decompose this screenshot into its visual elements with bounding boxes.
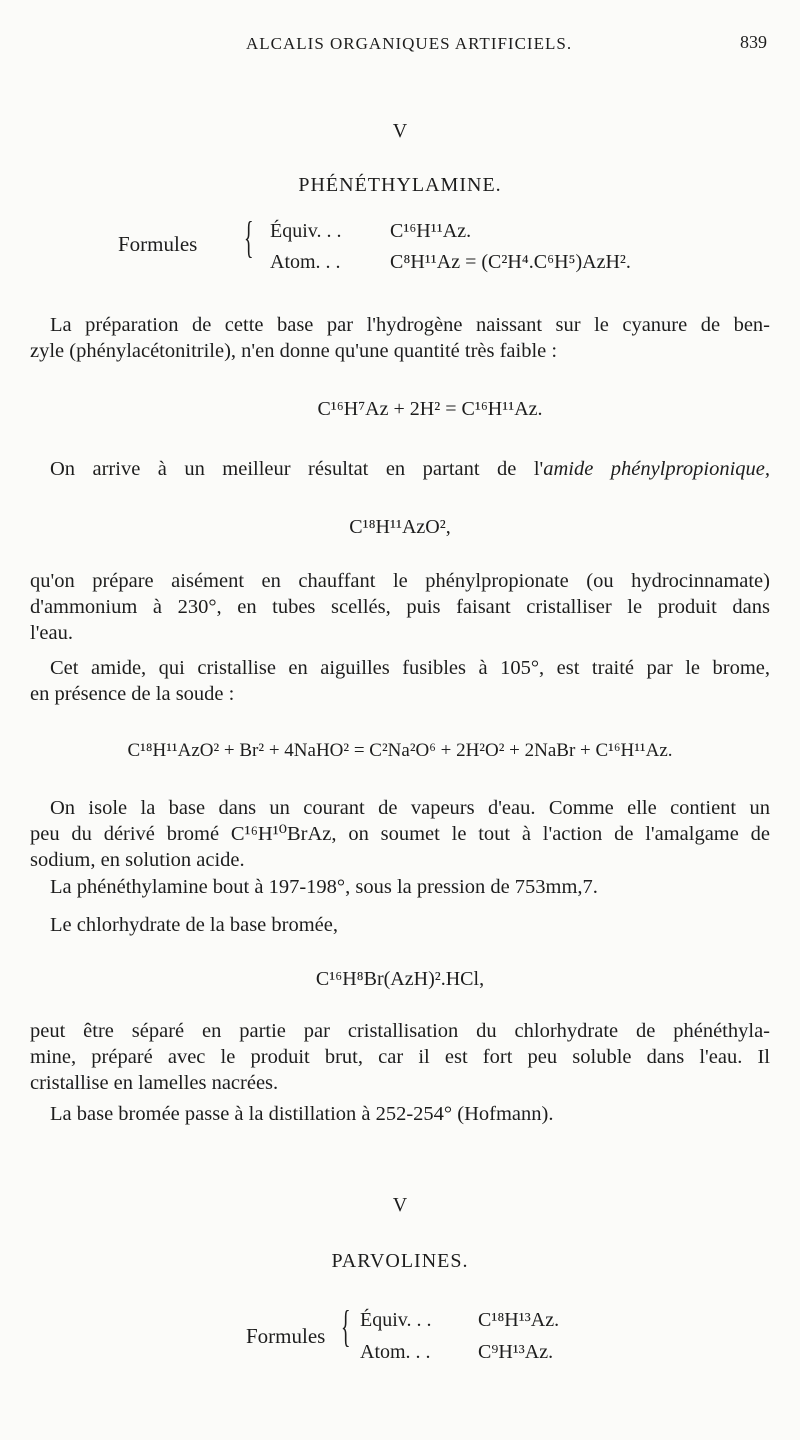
paragraph [30, 1018, 770, 1096]
atom-label: Atom. . . [270, 251, 341, 273]
text-line: zyle (phénylacétonitrile), n'en donne qu'une quantité très faible : [30, 340, 558, 362]
paragraph [30, 655, 770, 707]
equiv-formula: C¹⁸H¹³Az. [478, 1309, 560, 1331]
text-line: cristallise en lamelles nacrées. [30, 1072, 279, 1094]
text-line: sodium, en solution acide. [30, 849, 245, 871]
text-line: peut être séparé en partie par cristallisation du chlorhydrate de phénéthyla- [30, 1020, 770, 1042]
page-number: 839 [740, 32, 767, 52]
text-line: La préparation de cette base par l'hydrogène naissant sur le cyanure de ben- [50, 314, 770, 336]
text-line: l'eau. [30, 622, 73, 644]
emphasis-text: amide phénylpropionique, [543, 458, 770, 480]
equation: C¹⁸H¹¹AzO² + Br² + 4NaHO² = C²Na²O⁶ + 2H²O² + 2NaBr + C¹⁶H¹¹Az. [127, 740, 673, 761]
section-numeral: V [392, 1194, 408, 1216]
text-line [30, 456, 770, 482]
text-line: La phénéthylamine bout à 197-198°, sous la pression de 753mm,7. [50, 876, 598, 898]
equiv-label: Équiv. . . [360, 1309, 432, 1331]
paragraph [30, 312, 770, 364]
equation: C¹⁸H¹¹AzO², [349, 516, 451, 538]
section-title: PARVOLINES. [331, 1250, 469, 1272]
brace-glyph: { [341, 1302, 351, 1351]
text-line: La base bromée passe à la distillation à 252-254° (Hofmann). [50, 1103, 554, 1125]
section-title: PHÉNÉTHYLAMINE. [298, 174, 502, 196]
text-line: en présence de la soude : [30, 683, 235, 705]
paragraph [30, 456, 770, 482]
paragraph [30, 1101, 770, 1127]
paragraph [30, 874, 770, 900]
text-line: qu'on prépare aisément en chauffant le phénylpropionate (ou hydrocinnamate) [30, 570, 770, 592]
formulas-label: Formules [118, 232, 198, 256]
formulas-label: Formules [246, 1324, 326, 1348]
text-run: On arrive à un meilleur résultat en partant de l' [50, 458, 544, 480]
text-line: Cet amide, qui cristallise en aiguilles fusibles à 105°, est traité par le brome, [50, 657, 770, 679]
text-line: d'ammonium à 230°, en tubes scellés, puis faisant cristalliser le produit dans [30, 596, 770, 618]
paragraph [30, 568, 770, 646]
atom-formula: C⁹H¹³Az. [478, 1341, 554, 1363]
atom-formula: C⁸H¹¹Az = (C²H⁴.C⁶H⁵)AzH². [390, 251, 631, 273]
running-title: ALCALIS ORGANIQUES ARTIFICIELS. [246, 34, 573, 53]
equiv-label: Équiv. . . [270, 220, 342, 242]
equation: C¹⁶H⁸Br(AzH)².HCl, [315, 968, 485, 990]
atom-label: Atom. . . [360, 1341, 431, 1363]
equation: C¹⁶H⁷Az + 2H² = C¹⁶H¹¹Az. [317, 398, 543, 420]
text-line: Le chlorhydrate de la base bromée, [50, 914, 339, 936]
paragraph [30, 795, 770, 873]
section-numeral: V [392, 120, 408, 142]
text-line: On isole la base dans un courant de vapeurs d'eau. Comme elle contient un [50, 797, 770, 819]
text-line: peu du dérivé bromé C¹⁶H¹⁰BrAz, on soumet le tout à l'action de l'amalgame de [30, 823, 770, 845]
text-line: mine, préparé avec le produit brut, car il est fort peu soluble dans l'eau. Il [30, 1046, 770, 1068]
paragraph [30, 912, 770, 938]
brace-glyph: { [244, 213, 254, 262]
equiv-formula: C¹⁶H¹¹Az. [390, 220, 472, 242]
